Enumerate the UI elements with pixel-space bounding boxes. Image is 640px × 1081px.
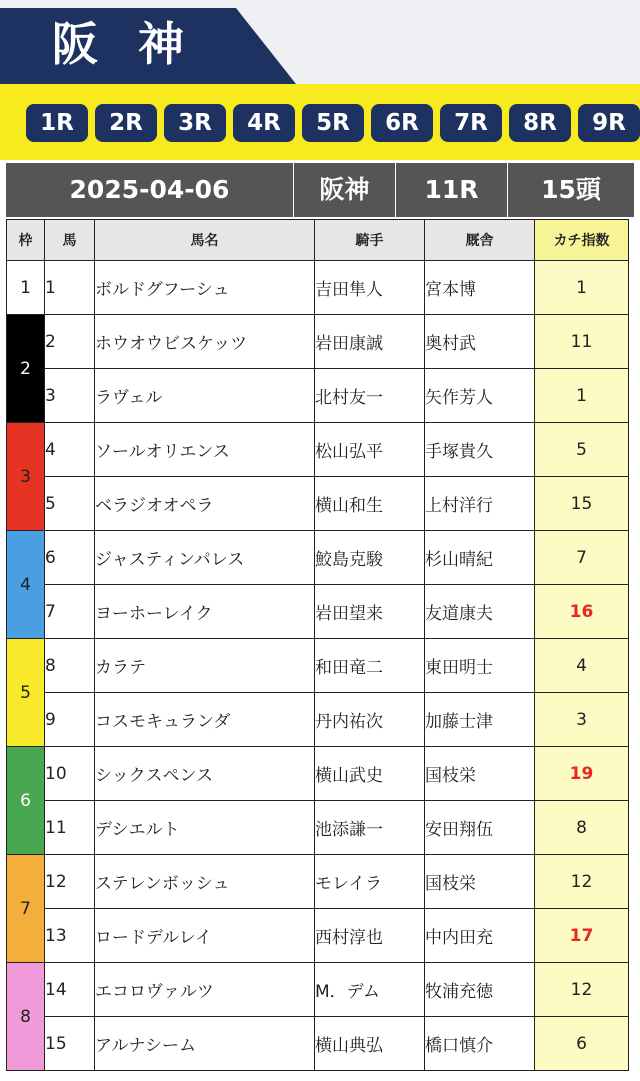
jockey-cell: 池添謙一 (315, 801, 425, 855)
index-cell: 15 (535, 477, 629, 531)
waku-cell: 1 (7, 261, 45, 315)
horse-name-cell: ラヴェル (95, 369, 315, 423)
race-tab-bar (0, 84, 640, 160)
race-date: 2025-04-06 (6, 163, 294, 217)
horse-name-cell: アルナシーム (95, 1017, 315, 1071)
trainer-cell: 矢作芳人 (425, 369, 535, 423)
race-tab-8r[interactable]: 8R (509, 104, 571, 142)
waku-cell: 8 (7, 963, 45, 1071)
trainer-cell: 加藤士津 (425, 693, 535, 747)
horse-name-cell: ヨーホーレイク (95, 585, 315, 639)
horse-name-cell: ベラジオオペラ (95, 477, 315, 531)
waku-cell: 3 (7, 423, 45, 531)
trainer-cell: 牧浦充徳 (425, 963, 535, 1017)
horse-name-cell: ステレンボッシュ (95, 855, 315, 909)
race-tab-7r[interactable]: 7R (440, 104, 502, 142)
waku-cell: 7 (7, 855, 45, 963)
umaban-cell: 1 (45, 261, 95, 315)
table-row (7, 261, 629, 315)
trainer-cell: 上村洋行 (425, 477, 535, 531)
umaban-cell: 7 (45, 585, 95, 639)
race-tab-3r[interactable]: 3R (164, 104, 226, 142)
waku-header: 枠 (7, 220, 45, 261)
race-tab-4r[interactable]: 4R (233, 104, 295, 142)
table-row (7, 747, 629, 801)
umaban-cell: 2 (45, 315, 95, 369)
waku-cell: 2 (7, 315, 45, 423)
table-row (7, 909, 629, 963)
index-cell: 1 (535, 261, 629, 315)
jockey-cell: 松山弘平 (315, 423, 425, 477)
index-cell: 6 (535, 1017, 629, 1071)
index-cell: 11 (535, 315, 629, 369)
horse-name-cell: カラテ (95, 639, 315, 693)
table-header-row (7, 220, 629, 261)
table-row (7, 585, 629, 639)
umaban-cell: 6 (45, 531, 95, 585)
race-tab-6r[interactable]: 6R (371, 104, 433, 142)
entries-body (7, 261, 629, 1071)
umaban-cell: 9 (45, 693, 95, 747)
table-row (7, 315, 629, 369)
table-row (7, 963, 629, 1017)
jockey-cell: 横山武史 (315, 747, 425, 801)
table-row (7, 801, 629, 855)
trainer-cell: 奥村武 (425, 315, 535, 369)
table-row (7, 693, 629, 747)
race-tab-9r[interactable]: 9R (578, 104, 640, 142)
jockey-cell: 北村友一 (315, 369, 425, 423)
waku-cell: 5 (7, 639, 45, 747)
race-info-bar (6, 163, 634, 217)
horse-name-cell: ソールオリエンス (95, 423, 315, 477)
trainer-cell: 安田翔伍 (425, 801, 535, 855)
jockey-cell: 吉田隼人 (315, 261, 425, 315)
jockey-cell: モレイラ (315, 855, 425, 909)
horse-name-cell: ボルドグフーシュ (95, 261, 315, 315)
race-number: 11R (396, 163, 508, 217)
index-header: カチ指数 (535, 220, 629, 261)
waku-cell: 6 (7, 747, 45, 855)
table-row (7, 1017, 629, 1071)
table-row (7, 639, 629, 693)
trainer-header: 厩舎 (425, 220, 535, 261)
race-tab-5r[interactable]: 5R (302, 104, 364, 142)
jockey-cell: 岩田康誠 (315, 315, 425, 369)
venue-title: 阪神 (52, 17, 224, 71)
jockey-cell: M．デム (315, 963, 425, 1017)
runner-count: 15頭 (541, 175, 601, 204)
index-cell: 12 (535, 855, 629, 909)
jockey-cell: 和田竜二 (315, 639, 425, 693)
table-row (7, 531, 629, 585)
index-cell: 19 (535, 747, 629, 801)
umaban-cell: 8 (45, 639, 95, 693)
table-row (7, 477, 629, 531)
umaban-cell: 12 (45, 855, 95, 909)
race-tab-1r[interactable]: 1R (26, 104, 88, 142)
index-cell: 7 (535, 531, 629, 585)
trainer-cell: 宮本博 (425, 261, 535, 315)
race-venue: 阪神 (294, 163, 396, 217)
trainer-cell: 中内田充 (425, 909, 535, 963)
trainer-cell: 橋口慎介 (425, 1017, 535, 1071)
horse-name-cell: コスモキュランダ (95, 693, 315, 747)
umaban-cell: 10 (45, 747, 95, 801)
index-cell: 16 (535, 585, 629, 639)
horse-name-cell: エコロヴァルツ (95, 963, 315, 1017)
index-cell: 12 (535, 963, 629, 1017)
umaban-cell: 3 (45, 369, 95, 423)
horse-name-cell: ホウオウビスケッツ (95, 315, 315, 369)
umaban-cell: 15 (45, 1017, 95, 1071)
jockey-header: 騎手 (315, 220, 425, 261)
trainer-cell: 国枝栄 (425, 747, 535, 801)
table-row (7, 855, 629, 909)
trainer-cell: 国枝栄 (425, 855, 535, 909)
horse-name-cell: ロードデルレイ (95, 909, 315, 963)
umaban-cell: 5 (45, 477, 95, 531)
entries-table (6, 219, 629, 1071)
umaban-cell: 11 (45, 801, 95, 855)
horse-name-cell: シックスペンス (95, 747, 315, 801)
jockey-cell: 横山和生 (315, 477, 425, 531)
horse-name-cell: ジャスティンパレス (95, 531, 315, 585)
trainer-cell: 手塚貴久 (425, 423, 535, 477)
umaban-cell: 13 (45, 909, 95, 963)
index-cell: 8 (535, 801, 629, 855)
umaban-cell: 4 (45, 423, 95, 477)
waku-cell: 4 (7, 531, 45, 639)
index-cell: 1 (535, 369, 629, 423)
trainer-cell: 杉山晴紀 (425, 531, 535, 585)
jockey-cell: 鮫島克駿 (315, 531, 425, 585)
jockey-cell: 西村淳也 (315, 909, 425, 963)
jockey-cell: 岩田望来 (315, 585, 425, 639)
horse-header: 馬名 (95, 220, 315, 261)
umaban-cell: 14 (45, 963, 95, 1017)
index-cell: 4 (535, 639, 629, 693)
trainer-cell: 東田明士 (425, 639, 535, 693)
index-cell: 17 (535, 909, 629, 963)
trainer-cell: 友道康夫 (425, 585, 535, 639)
umaban-header: 馬 (45, 220, 95, 261)
horse-name-cell: デシエルト (95, 801, 315, 855)
race-tab-2r[interactable]: 2R (95, 104, 157, 142)
index-cell: 3 (535, 693, 629, 747)
jockey-cell: 横山典弘 (315, 1017, 425, 1071)
jockey-cell: 丹内祐次 (315, 693, 425, 747)
table-row (7, 369, 629, 423)
index-cell: 5 (535, 423, 629, 477)
table-row (7, 423, 629, 477)
